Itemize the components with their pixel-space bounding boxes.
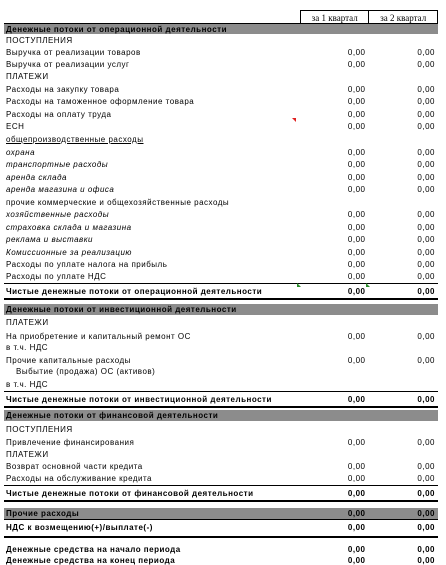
table-row[interactable]	[4, 378, 438, 390]
row-label: Выручка от реализации товаров	[6, 47, 141, 57]
row-value-q2: 0,00	[417, 331, 435, 341]
row-value-q2: 0,00	[417, 184, 435, 194]
divider	[4, 283, 438, 284]
row-value-q2: 0,00	[417, 522, 435, 532]
row-value-q1: 0,00	[347, 394, 366, 404]
row-value-q2: 0,00	[417, 96, 435, 106]
row-value-q2: 0,00	[417, 159, 435, 169]
table-row[interactable]	[4, 221, 438, 233]
divider	[4, 536, 438, 538]
divider	[4, 406, 438, 408]
row-label: Выбытие (продажа) ОС (активов)	[16, 366, 156, 376]
row-value-q2: 0,00	[417, 437, 435, 447]
table-row[interactable]	[4, 34, 438, 46]
row-label: Выручка от реализации услуг	[6, 59, 130, 69]
section-operating-title: Денежные потоки от операционной деятельности	[6, 24, 227, 34]
row-value-q2: 0,00	[417, 59, 435, 69]
row-label: в т.ч. НДС	[6, 379, 49, 389]
row-label: транспортные расходы	[6, 159, 109, 169]
total-row-operating[interactable]	[4, 285, 438, 297]
row-value-q1: 0,00	[347, 234, 366, 244]
row-label: Чистые денежные потоки от инвестиционной деятельности	[6, 394, 272, 404]
row-value-q1: 0,00	[347, 96, 366, 106]
row-value-q2: 0,00	[417, 488, 435, 498]
divider	[4, 519, 438, 520]
divider	[4, 391, 438, 392]
row-value-q2: 0,00	[417, 509, 435, 518]
table-row[interactable]	[4, 270, 438, 282]
table-row[interactable]	[4, 171, 438, 183]
row-label: Возврат основной части кредита	[6, 461, 143, 471]
table-row[interactable]	[4, 233, 438, 245]
row-label: На приобретение и капитальный ремонт ОС	[6, 331, 191, 341]
cash-end-row[interactable]	[4, 555, 438, 565]
section-financing-title: Денежные потоки от финансовой деятельности	[6, 411, 219, 420]
row-value-q1: 0,00	[347, 555, 366, 565]
row-label: прочие коммерческие и общехозяйственные расходы	[6, 197, 230, 207]
row-value-q2: 0,00	[417, 209, 435, 219]
row-label: ПОСТУПЛЕНИЯ	[6, 424, 73, 434]
row-label: Расходы на обслуживание кредита	[6, 473, 153, 483]
row-value-q1: 0,00	[347, 461, 366, 471]
row-label: Расходы по уплате налога на прибыль	[6, 259, 168, 269]
table-row[interactable]	[4, 70, 438, 82]
row-label: охрана	[6, 147, 36, 157]
section-operating[interactable]	[4, 24, 438, 34]
row-value-q2: 0,00	[417, 461, 435, 471]
row-label: Чистые денежные потоки от операционной деятельности	[6, 286, 263, 296]
row-value-q2: 0,00	[417, 555, 435, 565]
column-header-row	[4, 10, 438, 24]
row-value-q1: 0,00	[347, 437, 366, 447]
row-label: Расходы на оплату труда	[6, 109, 112, 119]
divider	[4, 298, 438, 300]
total-row-financing[interactable]	[4, 487, 438, 499]
row-value-q1: 0,00	[347, 271, 366, 281]
row-label: Расходы на закупку товара	[6, 84, 120, 94]
table-row[interactable]	[4, 208, 438, 220]
row-value-q1: 0,00	[347, 509, 366, 518]
row-value-q2: 0,00	[417, 84, 435, 94]
row-value-q1: 0,00	[347, 121, 366, 131]
cash-begin-row[interactable]	[4, 543, 438, 555]
row-label: общепроизводственные расходы	[6, 134, 144, 144]
row-value-q1: 0,00	[347, 286, 366, 296]
row-label: страховка склада и магазина	[6, 222, 132, 232]
row-label: Расходы на таможенное оформление товара	[6, 96, 195, 106]
table-row[interactable]	[4, 460, 438, 472]
row-value-q2: 0,00	[417, 247, 435, 257]
table-row[interactable]	[4, 423, 438, 435]
row-label: ПЛАТЕЖИ	[6, 449, 49, 459]
row-label: реклама и выставки	[6, 234, 93, 244]
row-value-q1: 0,00	[347, 331, 366, 341]
table-row[interactable]	[4, 246, 438, 258]
table-row[interactable]	[4, 120, 438, 132]
table-row[interactable]	[4, 341, 438, 353]
row-label: Прочие капитальные расходы	[6, 355, 131, 365]
row-value-q1: 0,00	[347, 247, 366, 257]
row-value-q2: 0,00	[417, 109, 435, 119]
section-investing-title: Денежные потоки от инвестиционной деятельности	[6, 305, 237, 314]
row-value-q1: 0,00	[347, 159, 366, 169]
row-value-q2: 0,00	[417, 355, 435, 365]
row-value-q2: 0,00	[417, 121, 435, 131]
table-row[interactable]	[4, 258, 438, 270]
row-label: Комиссионные за реализацию	[6, 247, 132, 257]
row-value-q1: 0,00	[347, 59, 366, 69]
row-value-q2: 0,00	[417, 544, 435, 554]
row-label: Денежные средства на начало периода	[6, 544, 181, 554]
row-value-q2: 0,00	[417, 222, 435, 232]
section-other-title: Прочие расходы	[6, 509, 80, 518]
row-value-q2: 0,00	[417, 473, 435, 483]
table-row[interactable]	[4, 472, 438, 484]
row-label: ПОСТУПЛЕНИЯ	[6, 35, 73, 45]
row-value-q1: 0,00	[347, 47, 366, 57]
divider	[4, 500, 438, 502]
table-row[interactable]	[4, 316, 438, 328]
divider	[4, 485, 438, 486]
row-label: в т.ч. НДС	[6, 342, 49, 352]
table-row[interactable]	[4, 83, 438, 95]
row-label: Чистые денежные потоки от финансовой деятельности	[6, 488, 254, 498]
header-q1[interactable]: за 1 квартал	[300, 10, 369, 24]
table-row[interactable]	[4, 146, 438, 158]
row-value-q1: 0,00	[347, 473, 366, 483]
table-row[interactable]	[4, 365, 438, 377]
row-value-q1: 0,00	[347, 222, 366, 232]
row-value-q2: 0,00	[417, 147, 435, 157]
row-label: ПЛАТЕЖИ	[6, 317, 49, 327]
table-row[interactable]	[4, 436, 438, 448]
header-blank-cell[interactable]	[4, 10, 300, 24]
row-value-q2: 0,00	[417, 259, 435, 269]
row-value-q2: 0,00	[417, 271, 435, 281]
table-row[interactable]	[4, 448, 438, 460]
row-value-q1: 0,00	[347, 184, 366, 194]
table-row[interactable]	[4, 46, 438, 58]
row-value-q2: 0,00	[417, 172, 435, 182]
row-label: Денежные средства на конец периода	[6, 555, 176, 565]
row-value-q1: 0,00	[347, 172, 366, 182]
table-row[interactable]	[4, 108, 438, 120]
table-row[interactable]	[4, 95, 438, 107]
row-label: аренда склада	[6, 172, 67, 182]
table-row[interactable]	[4, 183, 438, 195]
row-label: НДС к возмещению(+)/выплате(-)	[6, 522, 153, 532]
row-value-q2: 0,00	[417, 234, 435, 244]
row-value-q2: 0,00	[417, 286, 435, 296]
vat-row[interactable]	[4, 521, 438, 533]
header-q2[interactable]: за 2 квартал	[368, 10, 438, 24]
row-label: Привлечение финансирования	[6, 437, 135, 447]
row-value-q1: 0,00	[347, 209, 366, 219]
row-value-q1: 0,00	[347, 355, 366, 365]
table-row[interactable]	[4, 58, 438, 70]
table-row[interactable]	[4, 196, 438, 208]
other-values	[300, 508, 438, 519]
row-label: ЕСН	[6, 121, 25, 131]
table-row[interactable]	[4, 133, 438, 145]
row-value-q1: 0,00	[347, 147, 366, 157]
section-financing[interactable]	[4, 410, 438, 421]
table-row[interactable]	[4, 158, 438, 170]
row-value-q2: 0,00	[417, 47, 435, 57]
row-value-q1: 0,00	[347, 84, 366, 94]
row-value-q2: 0,00	[417, 394, 435, 404]
row-label: Расходы по уплате НДС	[6, 271, 107, 281]
row-value-q1: 0,00	[347, 522, 366, 532]
row-value-q1: 0,00	[347, 488, 366, 498]
row-label: аренда магазина и офиса	[6, 184, 115, 194]
row-label: ПЛАТЕЖИ	[6, 71, 49, 81]
total-row-investing[interactable]	[4, 393, 438, 405]
row-value-q1: 0,00	[347, 544, 366, 554]
row-value-q1: 0,00	[347, 259, 366, 269]
row-label: хозяйственные расходы	[6, 209, 110, 219]
section-investing[interactable]	[4, 304, 438, 315]
row-value-q1: 0,00	[347, 109, 366, 119]
